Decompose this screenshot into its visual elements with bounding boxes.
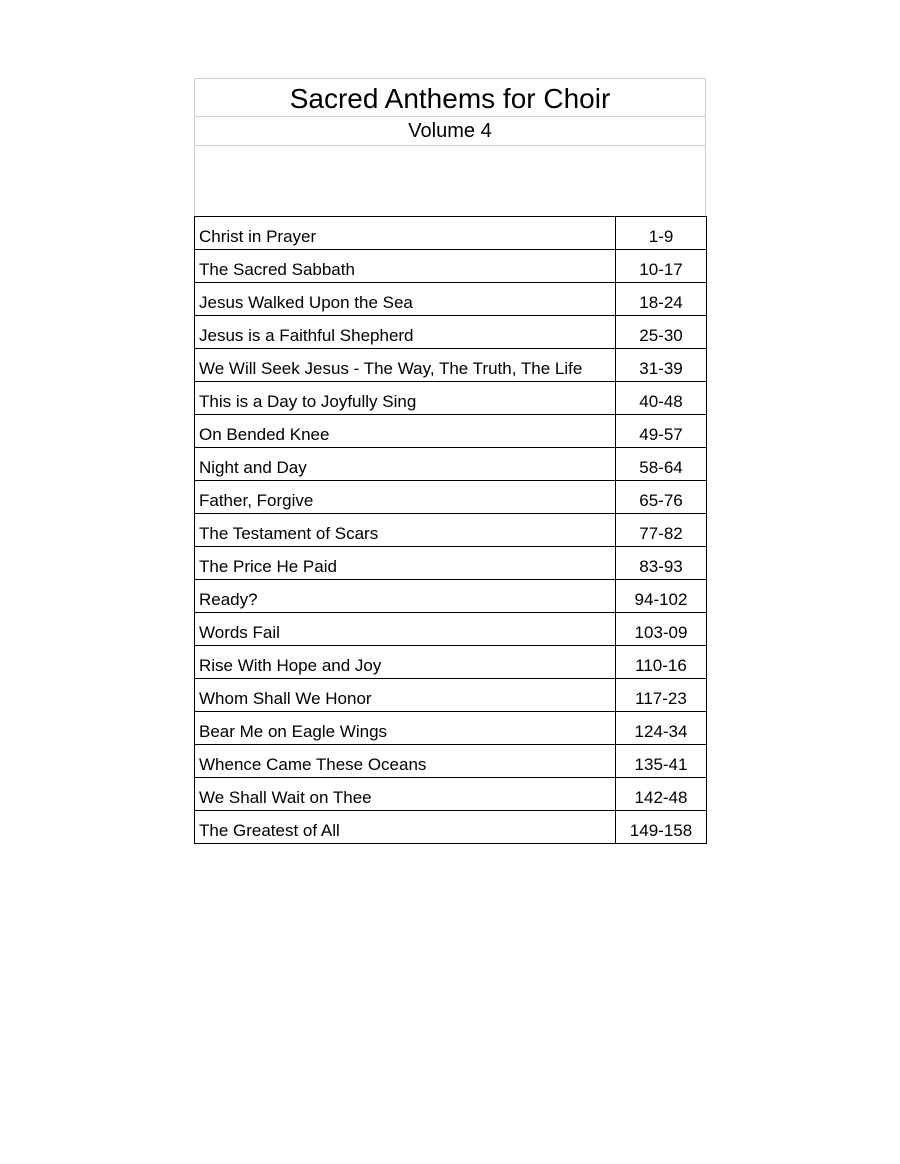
page-range: 135-41 bbox=[616, 745, 707, 778]
table-row bbox=[195, 448, 707, 481]
page-range: 103-09 bbox=[616, 613, 707, 646]
anthem-title: Whom Shall We Honor bbox=[195, 679, 616, 712]
page-range: 77-82 bbox=[616, 514, 707, 547]
anthem-title: Whence Came These Oceans bbox=[195, 745, 616, 778]
anthem-title: Words Fail bbox=[195, 613, 616, 646]
table-row bbox=[195, 679, 707, 712]
anthem-title: The Price He Paid bbox=[195, 547, 616, 580]
page-range: 117-23 bbox=[616, 679, 707, 712]
page-range: 149-158 bbox=[616, 811, 707, 844]
page-range: 124-34 bbox=[616, 712, 707, 745]
page-range: 1-9 bbox=[616, 217, 707, 250]
anthem-title: Christ in Prayer bbox=[195, 217, 616, 250]
anthem-title: This is a Day to Joyfully Sing bbox=[195, 382, 616, 415]
anthem-title: The Greatest of All bbox=[195, 811, 616, 844]
page-range: 58-64 bbox=[616, 448, 707, 481]
anthem-title: Ready? bbox=[195, 580, 616, 613]
table-row bbox=[195, 514, 707, 547]
table-row bbox=[195, 415, 707, 448]
table-row bbox=[195, 547, 707, 580]
table-row bbox=[195, 646, 707, 679]
anthem-title: Night and Day bbox=[195, 448, 616, 481]
table-row bbox=[195, 580, 707, 613]
anthem-title: On Bended Knee bbox=[195, 415, 616, 448]
anthem-title: The Testament of Scars bbox=[195, 514, 616, 547]
anthem-title: Rise With Hope and Joy bbox=[195, 646, 616, 679]
page-title: Sacred Anthems for Choir bbox=[195, 79, 705, 117]
page-range: 25-30 bbox=[616, 316, 707, 349]
page-range: 83-93 bbox=[616, 547, 707, 580]
anthem-title: Father, Forgive bbox=[195, 481, 616, 514]
contents-sheet bbox=[194, 78, 706, 844]
table-row bbox=[195, 283, 707, 316]
page-range: 18-24 bbox=[616, 283, 707, 316]
page-range: 65-76 bbox=[616, 481, 707, 514]
table-row bbox=[195, 811, 707, 844]
blank-spacer-row bbox=[195, 146, 705, 216]
table-row bbox=[195, 481, 707, 514]
page-range: 110-16 bbox=[616, 646, 707, 679]
page-range: 10-17 bbox=[616, 250, 707, 283]
anthem-title: Jesus is a Faithful Shepherd bbox=[195, 316, 616, 349]
table-row bbox=[195, 349, 707, 382]
page-range: 94-102 bbox=[616, 580, 707, 613]
header-block bbox=[194, 78, 706, 216]
table-row bbox=[195, 382, 707, 415]
page-range: 40-48 bbox=[616, 382, 707, 415]
anthem-title: We Will Seek Jesus - The Way, The Truth, The Life bbox=[195, 349, 616, 382]
table-row bbox=[195, 712, 707, 745]
table-row bbox=[195, 613, 707, 646]
table-row bbox=[195, 217, 707, 250]
anthem-title: Bear Me on Eagle Wings bbox=[195, 712, 616, 745]
table-row bbox=[195, 316, 707, 349]
anthem-title: We Shall Wait on Thee bbox=[195, 778, 616, 811]
anthem-title: Jesus Walked Upon the Sea bbox=[195, 283, 616, 316]
table-row bbox=[195, 250, 707, 283]
table-row bbox=[195, 745, 707, 778]
contents-table-body bbox=[195, 217, 707, 844]
table-row bbox=[195, 778, 707, 811]
page-range: 31-39 bbox=[616, 349, 707, 382]
contents-table bbox=[194, 216, 707, 844]
volume-subtitle: Volume 4 bbox=[195, 117, 705, 146]
anthem-title: The Sacred Sabbath bbox=[195, 250, 616, 283]
page-range: 142-48 bbox=[616, 778, 707, 811]
page-range: 49-57 bbox=[616, 415, 707, 448]
